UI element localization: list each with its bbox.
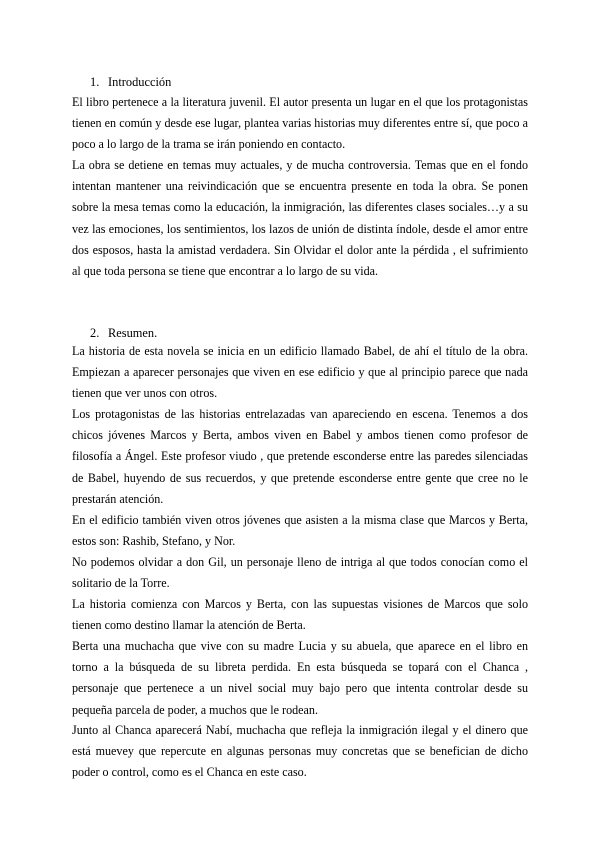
section-title: Introducción <box>108 75 172 89</box>
section-heading-introduccion <box>90 74 171 90</box>
paragraph: La historia comienza con Marcos y Berta, con las supuestas visiones de Marcos que solo tienen como destino llamar la atención de Berta. <box>72 597 528 633</box>
paragraph: Berta una muchacha que vive con su madre Lucia y su abuela, que aparece en el libro en torno a la búsqueda de su libreta perdida. En esta búsqueda se topará con el Chanca , personaje que pertenece a un nivel social muy bajo pero que intenta controlar desde su pequeña parcela de poder, a muchos que le rodean. <box>72 639 528 717</box>
paragraph: No podemos olvidar a don Gil, un personaje lleno de intriga al que todos conocían como el solitario de la Torre. <box>72 555 528 591</box>
paragraph: La historia de esta novela se inicia en un edificio llamado Babel, de ahí el título de la obra. Empiezan a aparecer personajes que viven en ese edificio y que al principio parece que nada tienen que ver unos con otros. <box>72 344 528 401</box>
paragraph: Los protagonistas de las historias entrelazadas van apareciendo en escena. Tenemos a dos chicos jóvenes Marcos y Berta, ambos viven en Babel y ambos tienen como profesor de filosofía a Ángel. Este profesor viudo , que pretende esconderse entre las paredes silenciadas de Babel, huyendo de sus recuerdos, y que pretende esconderse entre gente que cree no le prestarán atención. <box>72 407 528 506</box>
section-number: 2. <box>90 326 100 340</box>
paragraph: La obra se detiene en temas muy actuales, y de mucha controversia. Temas que en el fondo intentan mantener una reivindicación que se encuentra presente en toda la obra. Se ponen sobre la mesa temas como la educación, la inmigración, las diferentes clases sociales…y a su vez las emociones, los sentimientos, los lazos de unión de distinta índole, desde el amor entre dos esposos, hasta la amistad verdadera. Sin Olvidar el dolor ante la pérdida , el sufrimiento al que toda persona se tiene que encontrar a lo largo de su vida. <box>72 158 528 279</box>
section-title: Resumen. <box>108 326 158 340</box>
paragraph: Junto al Chanca aparecerá Nabí, muchacha que refleja la inmigración ilegal y el dinero que está muevey que repercute en algunas personas muy concretas que se benefician de dicho poder o control, como es el Chanca en este caso. <box>72 723 528 780</box>
section-number: 1. <box>90 75 100 89</box>
paragraph: En el edificio también viven otros jóvenes que asisten a la misma clase que Marcos y Berta, estos son: Rashib, Stefano, y Nor. <box>72 513 528 549</box>
paragraph: El libro pertenece a la literatura juvenil. El autor presenta un lugar en el que los protagonistas tienen en común y desde ese lugar, plantea varias historias muy diferentes entre sí, que poco a poco a lo largo de la trama se irán poniendo en contacto. <box>72 95 528 152</box>
section-heading-resumen <box>90 325 157 341</box>
